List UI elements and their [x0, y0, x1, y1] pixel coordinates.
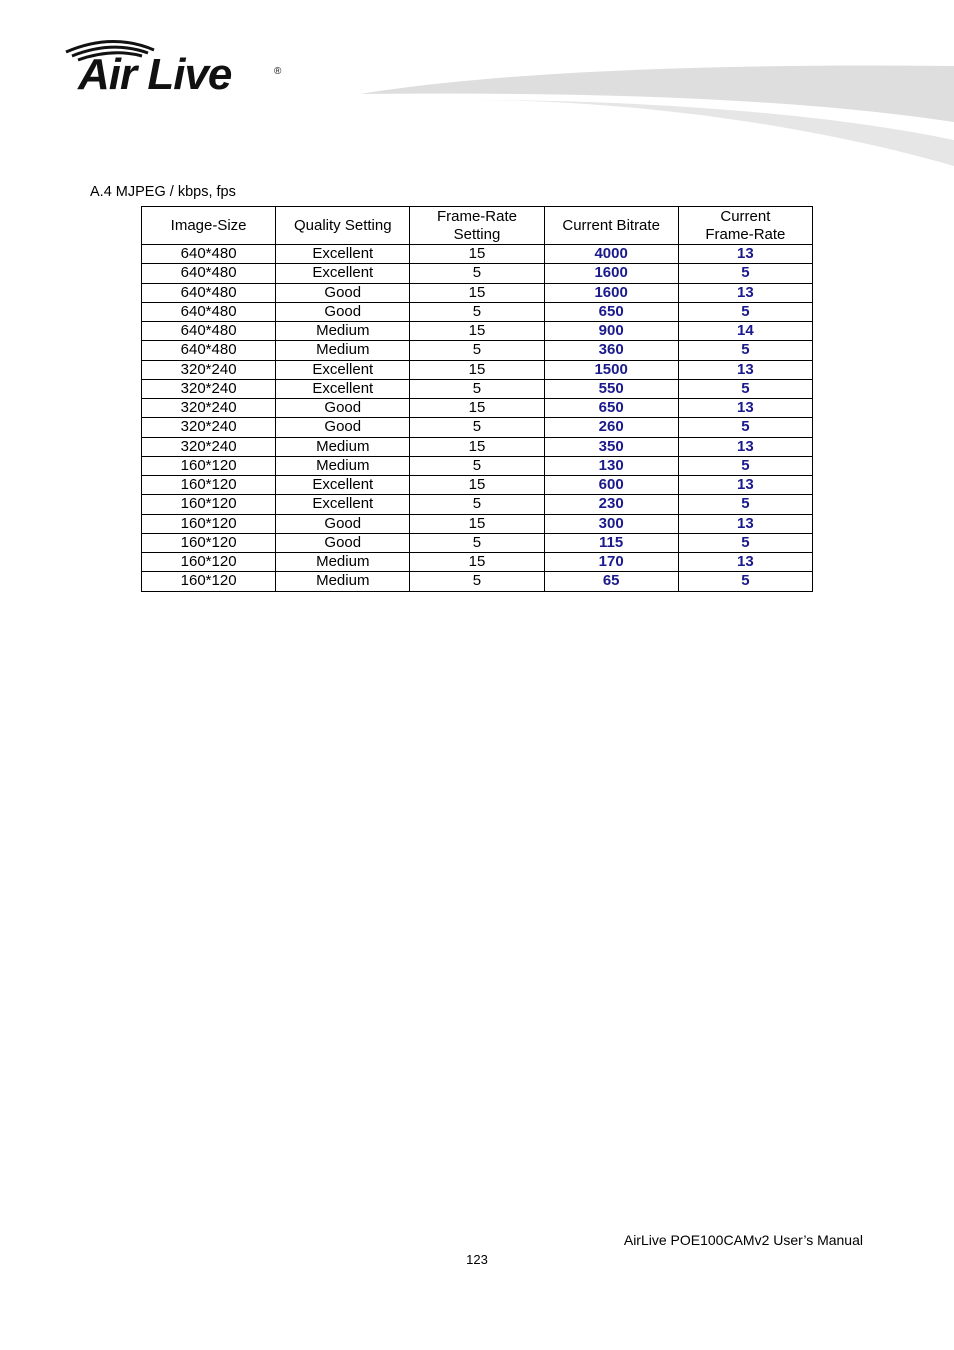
- table-cell: 14: [678, 322, 812, 341]
- table-cell: 5: [678, 456, 812, 475]
- table-cell: 13: [678, 553, 812, 572]
- mjpeg-bitrate-table: [141, 206, 813, 592]
- table-cell: 5: [678, 341, 812, 360]
- table-cell: 115: [544, 533, 678, 552]
- table-cell: 350: [544, 437, 678, 456]
- table-cell: Good: [276, 399, 410, 418]
- table-cell: Excellent: [276, 495, 410, 514]
- table-cell: 640*480: [142, 283, 276, 302]
- column-header-line: Quality Setting: [294, 216, 392, 234]
- table-cell: 320*240: [142, 379, 276, 398]
- table-row: [142, 437, 813, 456]
- table-cell: 320*240: [142, 418, 276, 437]
- table-cell: 13: [678, 283, 812, 302]
- table-row: [142, 476, 813, 495]
- table-cell: 900: [544, 322, 678, 341]
- table-row: [142, 283, 813, 302]
- section-title: A.4 MJPEG / kbps, fps: [90, 184, 236, 200]
- table-cell: Excellent: [276, 379, 410, 398]
- table-cell: 160*120: [142, 514, 276, 533]
- table-cell: 640*480: [142, 341, 276, 360]
- table-cell: 640*480: [142, 302, 276, 321]
- table-header-row: [142, 207, 813, 245]
- table-cell: 1600: [544, 264, 678, 283]
- table-cell: 15: [410, 245, 544, 264]
- table-cell: 13: [678, 399, 812, 418]
- table-cell: 170: [544, 553, 678, 572]
- table-cell: 160*120: [142, 553, 276, 572]
- table-cell: 13: [678, 514, 812, 533]
- table-row: [142, 514, 813, 533]
- column-header: [276, 207, 410, 245]
- table-cell: 1600: [544, 283, 678, 302]
- table-cell: 5: [678, 495, 812, 514]
- table-cell: 5: [410, 302, 544, 321]
- logo-wordmark: Air Live: [78, 50, 232, 99]
- column-header: [410, 207, 544, 245]
- table-cell: 160*120: [142, 495, 276, 514]
- column-header-line: Image-Size: [170, 216, 247, 234]
- table-cell: Good: [276, 283, 410, 302]
- page-number: 123: [466, 1252, 488, 1267]
- table-cell: Excellent: [276, 360, 410, 379]
- table-cell: 640*480: [142, 322, 276, 341]
- table-cell: Excellent: [276, 245, 410, 264]
- table-row: [142, 553, 813, 572]
- table-cell: 320*240: [142, 360, 276, 379]
- table-body: [142, 245, 813, 592]
- table-cell: 650: [544, 399, 678, 418]
- table-cell: 15: [410, 322, 544, 341]
- column-header-line: Current: [720, 207, 771, 225]
- column-header-line: Frame-Rate: [436, 207, 517, 225]
- table-cell: 15: [410, 437, 544, 456]
- table-row: [142, 533, 813, 552]
- table-cell: 320*240: [142, 399, 276, 418]
- table-row: [142, 302, 813, 321]
- footer-manual-title: AirLive POE100CAMv2 User’s Manual: [623, 1232, 863, 1248]
- table-cell: 5: [410, 495, 544, 514]
- table-row: [142, 341, 813, 360]
- table-cell: Medium: [276, 322, 410, 341]
- table-cell: 5: [410, 264, 544, 283]
- table-cell: 13: [678, 437, 812, 456]
- column-header: [142, 207, 276, 245]
- table-cell: 13: [678, 360, 812, 379]
- table-row: [142, 456, 813, 475]
- table-cell: 320*240: [142, 437, 276, 456]
- table-cell: 15: [410, 283, 544, 302]
- table-cell: 13: [678, 245, 812, 264]
- table-cell: Excellent: [276, 264, 410, 283]
- table-cell: 230: [544, 495, 678, 514]
- column-header-line: Current Bitrate: [562, 216, 660, 234]
- table-cell: 15: [410, 360, 544, 379]
- table-cell: 130: [544, 456, 678, 475]
- table-cell: 260: [544, 418, 678, 437]
- column-header: [678, 207, 812, 245]
- table-cell: 160*120: [142, 572, 276, 591]
- table-cell: 5: [410, 379, 544, 398]
- table-cell: 5: [410, 533, 544, 552]
- table-row: [142, 245, 813, 264]
- table-cell: 5: [410, 456, 544, 475]
- table-cell: Good: [276, 514, 410, 533]
- table-cell: 4000: [544, 245, 678, 264]
- table-cell: Good: [276, 533, 410, 552]
- table-cell: 650: [544, 302, 678, 321]
- table-cell: 5: [678, 302, 812, 321]
- table-cell: 15: [410, 514, 544, 533]
- table-row: [142, 572, 813, 591]
- table-cell: 1500: [544, 360, 678, 379]
- table-cell: 300: [544, 514, 678, 533]
- table-row: [142, 495, 813, 514]
- table-cell: Medium: [276, 341, 410, 360]
- table-cell: 15: [410, 399, 544, 418]
- table-cell: 65: [544, 572, 678, 591]
- table-cell: 5: [678, 379, 812, 398]
- table-cell: 5: [678, 572, 812, 591]
- table-cell: 360: [544, 341, 678, 360]
- table-row: [142, 418, 813, 437]
- table-cell: Medium: [276, 437, 410, 456]
- table-cell: Medium: [276, 553, 410, 572]
- table-cell: 15: [410, 476, 544, 495]
- header-swoosh-graphic: [0, 60, 954, 180]
- table-cell: 600: [544, 476, 678, 495]
- table-cell: 550: [544, 379, 678, 398]
- column-header-line: Setting: [453, 225, 501, 243]
- column-header-line: Frame-Rate: [705, 225, 786, 243]
- column-header: [544, 207, 678, 245]
- table-cell: Medium: [276, 456, 410, 475]
- table-cell: 5: [678, 533, 812, 552]
- table-cell: 5: [410, 418, 544, 437]
- table-row: [142, 379, 813, 398]
- table-cell: 5: [410, 341, 544, 360]
- table-cell: Excellent: [276, 476, 410, 495]
- table-cell: Medium: [276, 572, 410, 591]
- table-cell: Good: [276, 418, 410, 437]
- table-cell: Good: [276, 302, 410, 321]
- table-row: [142, 360, 813, 379]
- table-row: [142, 399, 813, 418]
- table-cell: 640*480: [142, 264, 276, 283]
- table-cell: 5: [678, 418, 812, 437]
- registered-mark: ®: [274, 66, 282, 77]
- table-row: [142, 264, 813, 283]
- table-row: [142, 322, 813, 341]
- table-cell: 5: [410, 572, 544, 591]
- table-cell: 160*120: [142, 476, 276, 495]
- table-cell: 5: [678, 264, 812, 283]
- table-cell: 160*120: [142, 456, 276, 475]
- table-cell: 640*480: [142, 245, 276, 264]
- table-cell: 160*120: [142, 533, 276, 552]
- table-cell: 13: [678, 476, 812, 495]
- table-cell: 15: [410, 553, 544, 572]
